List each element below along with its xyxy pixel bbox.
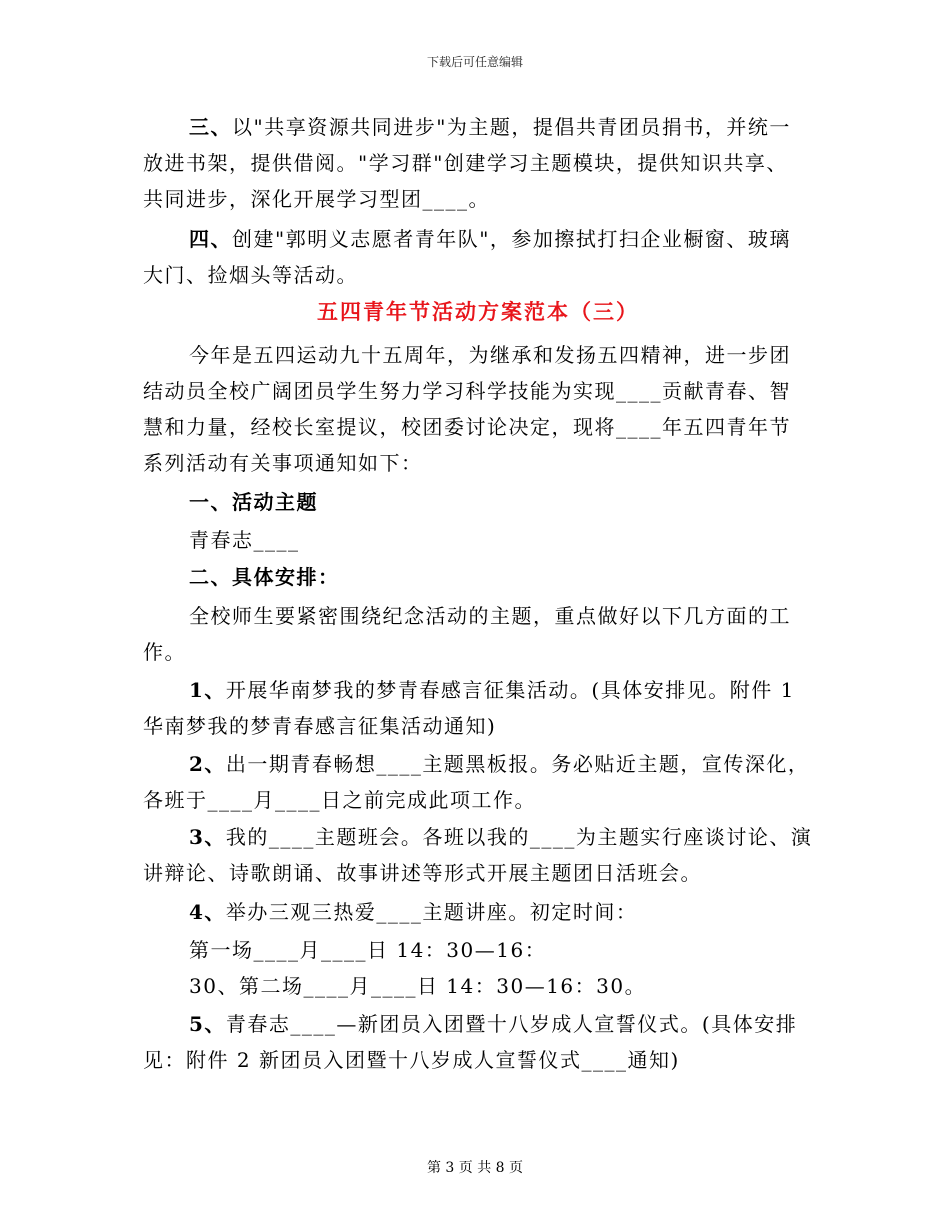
line-text: 创建"郭明义志愿者青年队"，参加擦拭打扫企业橱窗、玻璃 [232,227,791,251]
line-text: 举办三观三热爱____主题讲座。初定时间： [225,900,638,924]
paragraph-line [189,750,809,778]
line-text: 出一期青春畅想____主题黑板报。务必贴近主题，宣传深化， [225,752,810,776]
paragraph-line [189,1010,797,1038]
item-number: 4、 [189,900,226,924]
paragraph-line: 各班于____月____日之前完成此项工作。 [143,788,536,812]
paragraph-line: 见：附件 2 新团员入团暨十八岁成人宣誓仪式____通知) [143,1048,680,1072]
paragraph-line [189,225,791,253]
item-number: 四、 [189,227,232,251]
paragraph-line: 华南梦我的梦青春感言征集活动通知) [143,714,497,738]
subheading: 二、具体安排： [189,565,340,589]
paragraph-line: 青春志____ [189,528,300,552]
paragraph-line: 结动员全校广阔团员学生努力学习科学技能为实现____贡献青春、智 [143,379,791,403]
paragraph-line [189,898,637,926]
paragraph-line: 30、第二场____月____日 14：30—16：30。 [189,974,647,998]
paragraph-line: 今年是五四运动九十五周年，为继承和发扬五四精神，进一步团 [189,343,791,367]
paragraph-line: 讲辩论、诗歌朗诵、故事讲述等形式开展主题团日活班会。 [143,861,702,885]
paragraph-line: 慧和力量，经校长室提议，校团委讨论决定，现将____年五四青年节 [143,415,791,439]
page-footer: 第 3 页 共 8 页 [426,1160,524,1176]
paragraph-line [189,113,791,141]
item-number: 5、 [189,1012,226,1036]
paragraph-line: 放进书架，提供借阅。"学习群"创建学习主题模块，提供知识共享、 [143,151,788,175]
line-text: 以"共享资源共同进步"为主题，提倡共青团员捐书，并统一 [232,115,791,139]
paragraph-line: 系列活动有关事项通知如下： [143,451,423,475]
paragraph-line: 大门、捡烟头等活动。 [143,263,358,287]
paragraph-line [189,823,812,851]
subheading: 一、活动主题 [189,490,318,514]
paragraph-line: 第一场____月____日 14：30—16： [189,938,547,962]
paragraph-line: 全校师生要紧密围绕纪念活动的主题，重点做好以下几方面的工 [189,604,791,628]
page-header: 下载后可任意编辑 [426,55,523,69]
line-text: 青春志____—新团员入团暨十八岁成人宣誓仪式。(具体安排 [225,1012,798,1036]
item-number: 2、 [189,752,226,776]
paragraph-line [189,676,795,704]
line-text: 开展华南梦我的梦青春感言征集活动。(具体安排见。附件 1 [225,678,795,702]
item-number: 3、 [189,825,226,849]
section-title: 五四青年节活动方案范本（三） [317,300,639,324]
item-number: 三、 [189,115,232,139]
line-text: 我的____主题班会。各班以我的____为主题实行座谈讨论、演 [225,825,813,849]
paragraph-line: 共同进步，深化开展学习型团____。 [143,187,490,211]
item-number: 1、 [189,678,226,702]
paragraph-line: 作。 [143,640,186,664]
